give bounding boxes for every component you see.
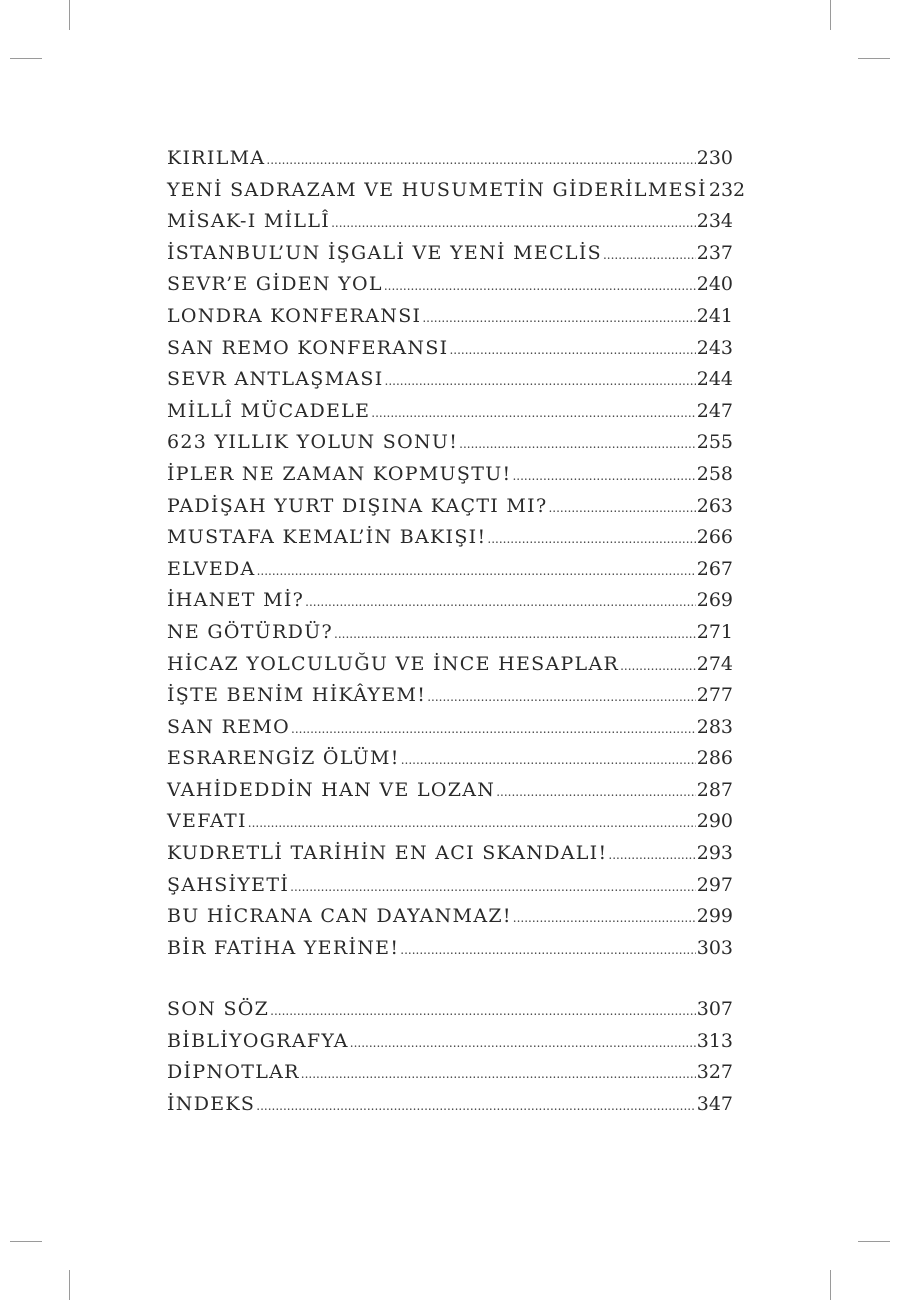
toc-entry-page: 263 <box>696 494 733 517</box>
dot-leader <box>334 627 696 641</box>
toc-entry <box>167 874 733 906</box>
dot-leader <box>496 785 696 799</box>
toc-entry-title: YENİ SADRAZAM VE HUSUMETİN GİDERİLMESİ <box>167 178 707 201</box>
toc-entry-page: 274 <box>696 652 733 675</box>
toc-entry-page: 287 <box>696 778 733 801</box>
dot-leader <box>422 311 695 325</box>
toc-entry-page: 293 <box>696 842 733 865</box>
toc-entry-page: 313 <box>696 1029 733 1052</box>
toc-entry-page: 232 <box>708 178 746 201</box>
dot-leader <box>384 279 696 293</box>
dot-leader <box>331 216 696 230</box>
toc-entry-title: PADİŞAH YURT DIŞINA KAÇTI MI? <box>167 494 548 517</box>
toc-entry-page: 283 <box>696 715 733 738</box>
toc-entry-title: İHANET Mİ? <box>167 589 305 612</box>
toc-entry-page: 237 <box>696 241 733 264</box>
dot-leader <box>608 848 695 862</box>
crop-mark <box>10 1241 42 1242</box>
dot-leader <box>385 374 696 388</box>
toc-entry <box>167 242 733 274</box>
crop-mark <box>858 58 890 59</box>
dot-leader <box>248 816 696 830</box>
dot-leader <box>449 343 695 357</box>
dot-leader <box>459 437 696 451</box>
toc-entry-title: SEVR’E GİDEN YOL <box>167 273 383 296</box>
toc-entry <box>167 495 733 527</box>
toc-entry-page: 266 <box>696 526 733 549</box>
toc-entry <box>167 305 733 337</box>
toc-entry-title: NE GÖTÜRDÜ? <box>167 620 334 643</box>
toc-entry-title: İNDEKS <box>167 1092 256 1115</box>
toc-entry <box>167 210 733 242</box>
toc-entry-page: 244 <box>696 368 733 391</box>
dot-leader <box>513 911 696 925</box>
toc-entry-page: 255 <box>696 431 733 454</box>
toc-entry-title: HİCAZ YOLCULUĞU VE İNCE HESAPLAR <box>167 652 620 675</box>
toc-entry-title: İSTANBUL’UN İŞGALİ VE YENİ MECLİS <box>167 241 602 264</box>
toc-entry <box>167 178 746 211</box>
toc-entry-title: 623 YILLIK YOLUN SONU! <box>167 431 459 454</box>
toc-entry-page: 327 <box>696 1061 733 1084</box>
dot-leader <box>620 659 696 673</box>
dot-leader <box>266 153 695 167</box>
toc-entry <box>167 368 733 400</box>
toc-entry <box>167 1061 733 1093</box>
toc-entry-title: SAN REMO <box>167 715 291 738</box>
toc-entry-title: MİLLÎ MÜCADELE <box>167 399 371 422</box>
toc-entry <box>167 842 733 874</box>
toc-entry-page: 234 <box>696 210 733 233</box>
toc-entry-page: 247 <box>696 399 733 422</box>
toc-entry-page: 269 <box>696 589 733 612</box>
dot-leader <box>305 595 696 609</box>
toc-entry-title: BİBLİYOGRAFYA <box>167 1029 349 1052</box>
crop-mark <box>830 0 831 30</box>
dot-leader <box>301 1067 696 1081</box>
toc-entry-page: 286 <box>696 747 733 770</box>
toc-entry-page: 243 <box>696 336 733 359</box>
toc-entry-title: SEVR ANTLAŞMASI <box>167 368 384 391</box>
crop-mark <box>69 1270 70 1300</box>
toc-entry-page: 241 <box>696 304 733 327</box>
toc-entry-title: İPLER NE ZAMAN KOPMUŞTU! <box>167 462 512 485</box>
toc-entry-title: KIRILMA <box>167 147 266 169</box>
toc-entry-page: 230 <box>696 147 733 169</box>
toc-entry-page: 267 <box>696 557 733 580</box>
dot-leader <box>290 880 696 894</box>
toc-entry-title: ELVEDA <box>167 557 256 580</box>
toc-entry-title: SON SÖZ <box>167 998 270 1020</box>
toc-entry <box>167 621 733 653</box>
toc-entry <box>167 589 733 621</box>
dot-leader <box>401 753 696 767</box>
crop-mark <box>830 1270 831 1300</box>
toc-entry-page: 290 <box>696 810 733 833</box>
dot-leader <box>270 1004 696 1018</box>
toc-entry-title: BİR FATİHA YERİNE! <box>167 936 400 959</box>
crop-mark <box>69 0 70 30</box>
toc-entry-title: LONDRA KONFERANSI <box>167 304 422 327</box>
toc-entry-page: 240 <box>696 273 733 296</box>
toc-entry-page: 347 <box>696 1092 733 1115</box>
toc-entry-title: MİSAK-I MİLLÎ <box>167 210 331 233</box>
toc-entry-page: 307 <box>696 998 733 1020</box>
crop-mark <box>10 58 42 59</box>
dot-leader <box>291 722 696 736</box>
dot-leader <box>350 1036 696 1050</box>
toc-entry-title: ESRARENGİZ ÖLÜM! <box>167 747 400 770</box>
toc-entry-page: 297 <box>696 873 733 896</box>
toc-entry <box>167 937 733 969</box>
toc-entry-page: 299 <box>696 905 733 928</box>
toc-entry <box>167 716 733 748</box>
toc-entry <box>167 810 733 842</box>
crop-mark <box>858 1241 890 1242</box>
toc-entry-title: MUSTAFA KEMAL’İN BAKIŞI! <box>167 526 487 549</box>
toc-entry-page: 277 <box>696 684 733 707</box>
dot-leader <box>400 943 695 957</box>
dot-leader <box>371 406 695 420</box>
toc-entry <box>167 400 733 432</box>
toc-entry <box>167 147 733 179</box>
toc-entry <box>167 905 733 937</box>
toc-entry-page: 271 <box>696 620 733 643</box>
toc-entry-title: SAN REMO KONFERANSI <box>167 336 449 359</box>
toc-entry-title: ŞAHSİYETİ <box>167 873 290 896</box>
back-matter-contents <box>167 998 733 1124</box>
toc-entry-page: 258 <box>696 462 733 485</box>
toc-entry <box>167 558 733 590</box>
toc-entry <box>167 431 733 463</box>
toc-entry-title: BU HİCRANA CAN DAYANMAZ! <box>167 905 512 928</box>
dot-leader <box>487 532 695 546</box>
dot-leader <box>256 1099 695 1113</box>
toc-entry <box>167 684 733 716</box>
dot-leader <box>603 248 696 262</box>
toc-entry <box>167 998 733 1030</box>
dot-leader <box>512 469 695 483</box>
toc-entry <box>167 747 733 779</box>
toc-entry-title: İŞTE BENİM HİKÂYEM! <box>167 684 427 707</box>
toc-entry <box>167 526 733 558</box>
table-of-contents <box>167 147 746 968</box>
toc-entry <box>167 463 733 495</box>
toc-entry-page: 303 <box>696 936 733 959</box>
dot-leader <box>427 690 696 704</box>
toc-entry <box>167 653 733 685</box>
toc-entry-title: KUDRETLİ TARİHİN EN ACI SKANDALI! <box>167 842 608 865</box>
toc-entry <box>167 1030 733 1062</box>
toc-entry-title: DİPNOTLAR <box>167 1061 300 1084</box>
toc-entry-title: VAHİDEDDİN HAN VE LOZAN <box>167 778 496 801</box>
toc-entry <box>167 1093 733 1125</box>
dot-leader <box>548 501 695 515</box>
toc-entry <box>167 273 733 305</box>
toc-entry <box>167 779 733 811</box>
toc-entry <box>167 337 733 369</box>
dot-leader <box>257 564 696 578</box>
toc-entry-title: VEFATI <box>167 810 247 833</box>
